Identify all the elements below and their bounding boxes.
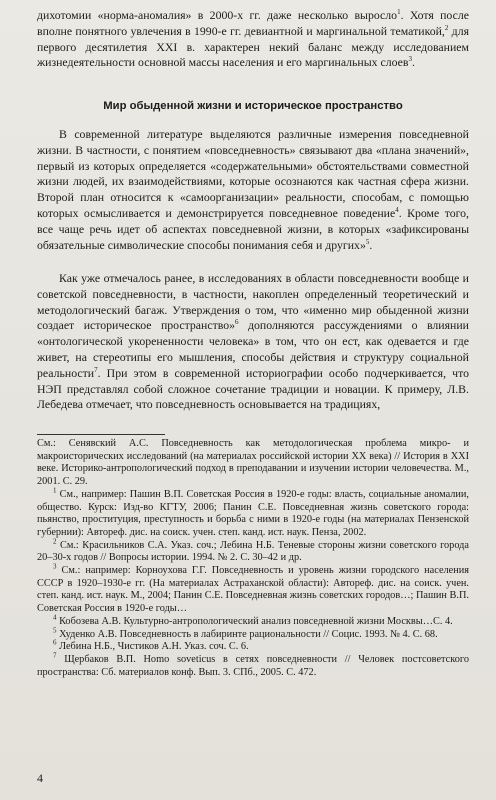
- intro-text: для первого десятилетия XXI в. характерен некий баланс между исследованием жизнедеятельности основной массы населения и его маргинальных слоев: [37, 23, 470, 70]
- intro-text: . Хотя после вполне понятного увлечения в 1990-е гг. девиантной и маргинальной тематикой,: [37, 8, 469, 38]
- footnote-item: $^7$ Щербаков В.П. Homo soveticus в сетях повседневности // Человек постсоветского пространства: Сб. материалов конф. Вып. 3. СПб., 2005. С. 472.: [37, 651, 469, 678]
- body-paragraph: В современной литературе выделяются различные измерения повседневной жизни. В частности, с понятием «повседневность» связывают два «плана значений», первый из которых определяется «содержательными» обстоятельствами совместной жизни людей, их взаимодействиями, которые осознаются как частная сфера жизни. Второй план относится к «самоорганизации» реальности, способам, с помощью которых осмысливается и демонстрируется повседневное поведение$^4$. Кроме того, все чаще речь идет об аспектах повседневной жизни, в которых «зафиксированы обязательные символические способы понимания себя и других»$^5$.: [37, 127, 469, 252]
- footnote-item: $^2$ См.: Красильников С.А. Указ. соч.; Лебина Н.Б. Теневые стороны жизни советского города 20–30-х годов // Вопросы истории. 1994. № 2. С. 30–42 и др.: [37, 537, 469, 564]
- footnote-ref: 2: [444, 23, 449, 32]
- footnotes: [37, 438, 469, 679]
- footnote-divider: [37, 434, 165, 435]
- footnote-ref: 5: [365, 237, 370, 246]
- footnote-continuation: См.: Сенявский А.С. Повседневность как методологическая проблема микро- и макроисторических исследований (на материалах российской истории XX века) // История в XXI веке. Историко-антропологический подход в преподавании и изучении истории человечества. М., 2001. С. 29.: [37, 438, 469, 488]
- footnote-item: $^6$ Лебина Н.Б., Чистиков А.Н. Указ. соч. С. 6.: [53, 638, 249, 653]
- footnote-ref: 4: [395, 206, 399, 215]
- body-paragraph: Как уже отмечалось ранее, в исследованиях в области повседневности вообще и советской повседневности, в частности, накоплен определенный теоретический и методологический багаж. Утверждения о том, что «именно мир обыденной жизни создает историческое пространство»$^6$ дополняются рассуждениями о влиянии «онтологической укорененности человека» в том, что он ест, как одевается и где живет, на стереотипы его мышления, способы действия и структуру социальной реальности$^7$. При этом в современной историографии особо подчеркивается, что НЭП представлял собой сложное сочетание традиции и новации. К примеру, Л.В. Лебедева отмечает, что повседневность основывается на традициях,: [37, 271, 469, 412]
- intro-paragraph: дихотомии «норма-аномалия» в 2000-х гг. даже несколько выросло$^1$. Хотя после вполне понятного увлечения в 1990-е гг. девиантной и маргинальной тематикой,$^2$ для первого десятилетия XXI в. характерен некий баланс между исследованием жизнедеятельности основной массы населения и его маргинальных слоев$^3$.: [37, 8, 470, 70]
- footnote-ref: 7: [94, 365, 98, 374]
- footnote-item: $^4$ Кобозева А.В. Культурно-антропологический анализ повседневной жизни Москвы…С. 4.: [53, 613, 453, 627]
- intro-text: дихотомии «норма-аномалия» в 2000-х гг. даже несколько выросло: [37, 8, 398, 22]
- footnote-item: $^1$ См., например: Пашин В.П. Советская Россия в 1920-е годы: власть, социальные аномалии, общество. Курск: Изд-во КГТУ, 2006; Панин С.Е. Повседневная жизнь советского города: пьянство, проституция, преступность и борьба с ними в 1920-е годы (на материалах Пензенской губернии): Автореф. дис. на соиск. учен. степ. канд. ист. наук. Пенза, 2002.: [37, 486, 469, 538]
- footnote-ref: 3: [408, 55, 412, 64]
- page-number: 4: [37, 771, 43, 785]
- section-heading: Мир обыденной жизни и историческое пространство: [103, 100, 403, 112]
- footnote-item: $^3$ См.: например: Корноухова Г.Г. Повседневность и уровень жизни городского населения СССР в 1920–1930-е гг. (На материалах Астраханской области): Автореф. дис. на соиск. учен. степ. канд. ист. наук. М., 2004; Панин С.Е. Повседневная жизнь советских городов…; Пашин В.П. Советская Россия в 1920-е годы…: [37, 562, 469, 615]
- footnote-ref: 1: [397, 8, 401, 17]
- footnote-item: $^5$ Худенко А.В. Повседневность в лабиринте рациональности // Социс. 1993. № 4. С. 68.: [53, 626, 438, 640]
- footnote-ref: 6: [235, 318, 239, 327]
